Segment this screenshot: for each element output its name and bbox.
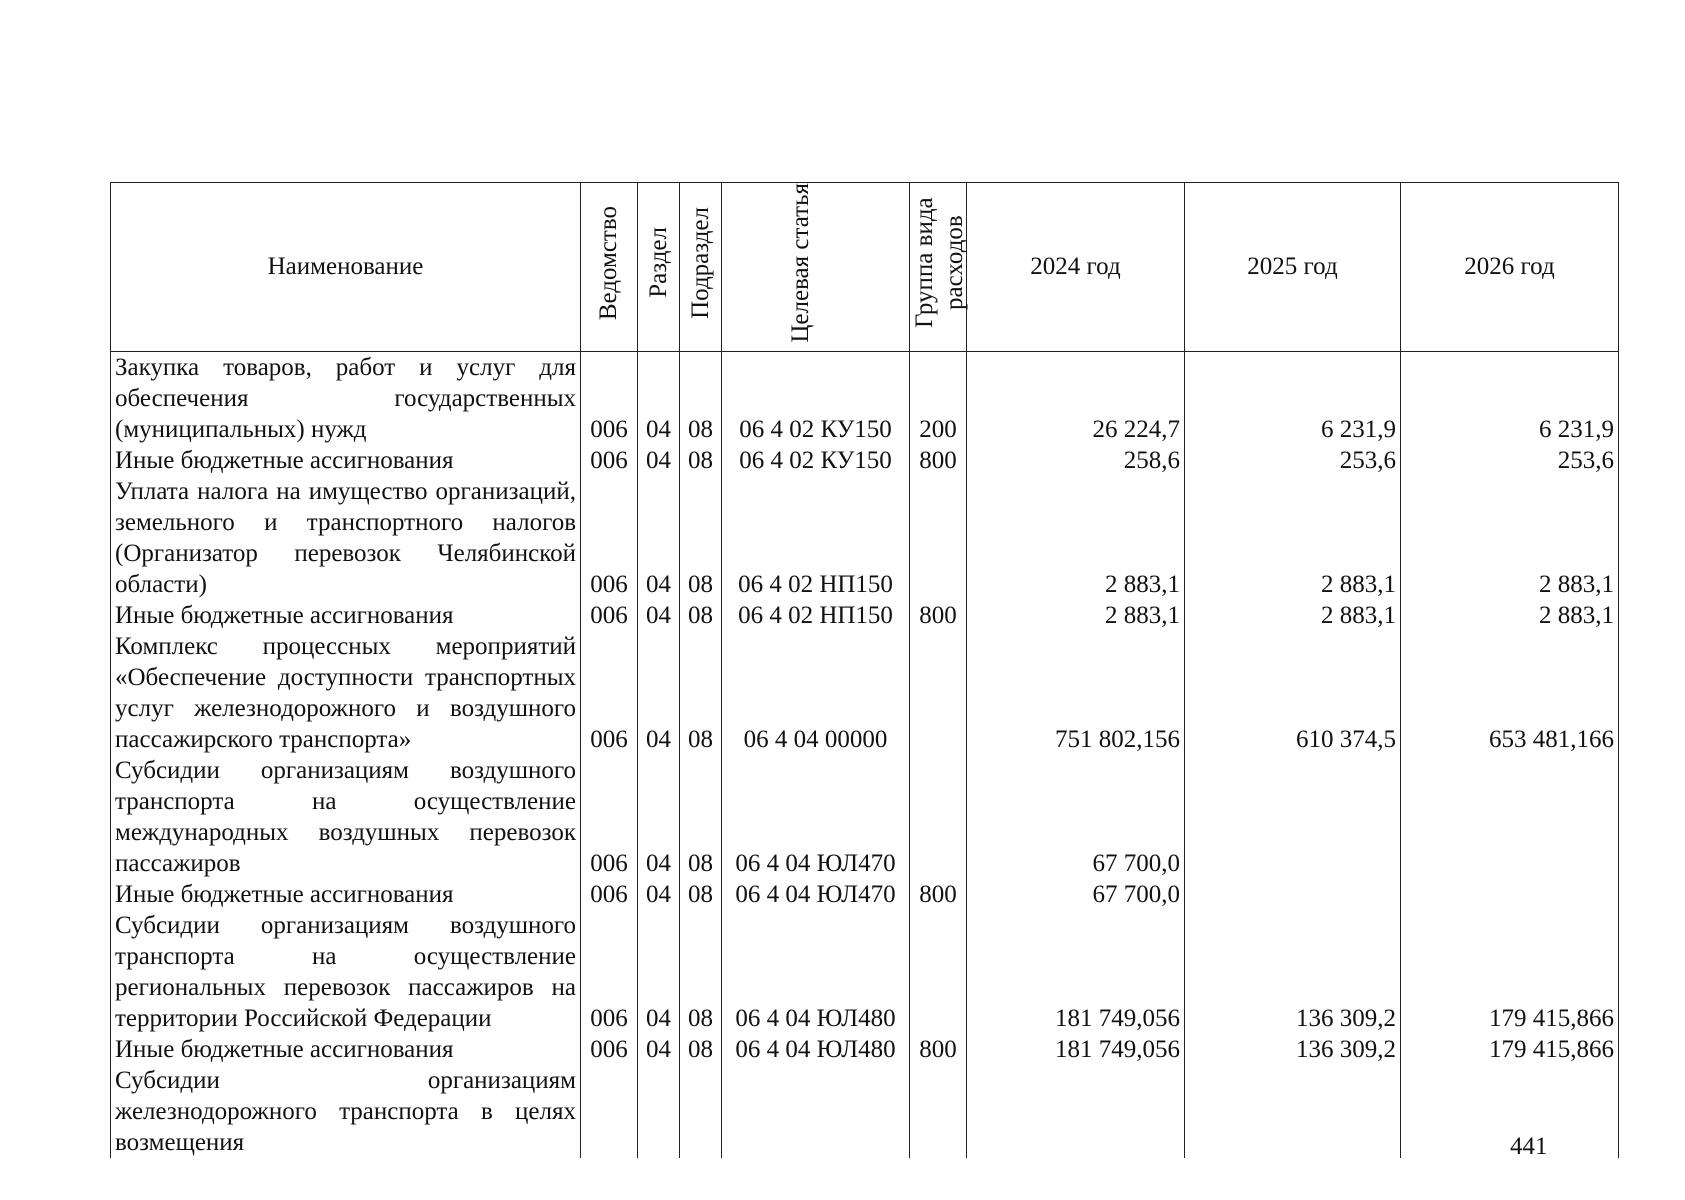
cell-value-2026: 179 415,866 xyxy=(1401,1034,1619,1065)
cell-value-2024: 751 802,156 xyxy=(967,631,1185,755)
cell-razdel: 04 xyxy=(638,755,680,879)
cell-value-2024: 26 224,7 xyxy=(967,351,1185,445)
cell-value-2024: 258,6 xyxy=(967,445,1185,476)
cell-name: Иные бюджетные ассигнования xyxy=(111,1034,581,1065)
cell-value-2025: 2 883,1 xyxy=(1185,476,1401,600)
cell-name: Иные бюджетные ассигнования xyxy=(111,600,581,631)
table-row xyxy=(111,476,1619,600)
page-number: 441 xyxy=(1510,1133,1548,1160)
cell-podrazdel: 08 xyxy=(680,755,722,879)
cell-podrazdel: 08 xyxy=(680,879,722,910)
cell-podrazdel: 08 xyxy=(680,1034,722,1065)
cell-value-2024: 67 700,0 xyxy=(967,879,1185,910)
cell-name: Иные бюджетные ассигнования xyxy=(111,879,581,910)
header-year-2024: 2024 год xyxy=(967,183,1185,352)
table-row xyxy=(111,879,1619,910)
cell-name: Субсидии организациям воздушного транспорта на осуществление международных воздушных перевозок пассажиров xyxy=(111,755,581,879)
cell-celevaya-statya: 06 4 04 ЮЛ480 xyxy=(722,910,910,1034)
cell-razdel xyxy=(638,1065,680,1158)
cell-value-2025 xyxy=(1185,1065,1401,1158)
cell-vedomstvo: 006 xyxy=(581,755,638,879)
cell-vedomstvo: 006 xyxy=(581,445,638,476)
cell-razdel: 04 xyxy=(638,910,680,1034)
table-row xyxy=(111,1034,1619,1065)
cell-value-2026: 2 883,1 xyxy=(1401,600,1619,631)
cell-value-2026: 2 883,1 xyxy=(1401,476,1619,600)
cell-podrazdel: 08 xyxy=(680,600,722,631)
cell-podrazdel: 08 xyxy=(680,476,722,600)
cell-value-2025: 136 309,2 xyxy=(1185,1034,1401,1065)
cell-vedomstvo: 006 xyxy=(581,1034,638,1065)
header-vedomstvo: Ведомство xyxy=(581,183,638,352)
cell-value-2024 xyxy=(967,1065,1185,1158)
cell-value-2026 xyxy=(1401,755,1619,879)
cell-value-2026 xyxy=(1401,879,1619,910)
cell-podrazdel xyxy=(680,1065,722,1158)
cell-value-2026: 6 231,9 xyxy=(1401,351,1619,445)
cell-podrazdel: 08 xyxy=(680,445,722,476)
header-celevaya-statya: Целевая статья xyxy=(722,183,910,352)
cell-gruppa-vida-rashodov xyxy=(910,631,967,755)
cell-value-2024: 181 749,056 xyxy=(967,1034,1185,1065)
cell-razdel: 04 xyxy=(638,600,680,631)
cell-gruppa-vida-rashodov: 800 xyxy=(910,1034,967,1065)
cell-value-2026: 179 415,866 xyxy=(1401,910,1619,1034)
cell-celevaya-statya xyxy=(722,1065,910,1158)
cell-celevaya-statya: 06 4 04 00000 xyxy=(722,631,910,755)
header-name: Наименование xyxy=(111,183,581,352)
cell-value-2025: 2 883,1 xyxy=(1185,600,1401,631)
cell-value-2024: 2 883,1 xyxy=(967,600,1185,631)
cell-value-2026: 253,6 xyxy=(1401,445,1619,476)
table-header-row xyxy=(111,183,1619,352)
cell-gruppa-vida-rashodov: 800 xyxy=(910,879,967,910)
cell-razdel: 04 xyxy=(638,476,680,600)
cell-vedomstvo: 006 xyxy=(581,910,638,1034)
cell-gruppa-vida-rashodov: 800 xyxy=(910,600,967,631)
table-row xyxy=(111,600,1619,631)
cell-celevaya-statya: 06 4 04 ЮЛ470 xyxy=(722,879,910,910)
cell-gruppa-vida-rashodov xyxy=(910,755,967,879)
cell-razdel: 04 xyxy=(638,1034,680,1065)
cell-razdel: 04 xyxy=(638,631,680,755)
cell-name: Комплекс процессных мероприятий «Обеспечение доступности транспортных услуг железнодорожного и воздушного пассажирского транспорта» xyxy=(111,631,581,755)
cell-celevaya-statya: 06 4 04 ЮЛ470 xyxy=(722,755,910,879)
cell-celevaya-statya: 06 4 02 НП150 xyxy=(722,476,910,600)
header-razdel: Раздел xyxy=(638,183,680,352)
cell-value-2025 xyxy=(1185,755,1401,879)
cell-razdel: 04 xyxy=(638,879,680,910)
header-year-2026: 2026 год xyxy=(1401,183,1619,352)
cell-name: Иные бюджетные ассигнования xyxy=(111,445,581,476)
table-row xyxy=(111,351,1619,445)
cell-celevaya-statya: 06 4 02 НП150 xyxy=(722,600,910,631)
cell-podrazdel: 08 xyxy=(680,351,722,445)
cell-gruppa-vida-rashodov xyxy=(910,476,967,600)
cell-value-2024: 2 883,1 xyxy=(967,476,1185,600)
cell-celevaya-statya: 06 4 02 КУ150 xyxy=(722,445,910,476)
cell-value-2025: 6 231,9 xyxy=(1185,351,1401,445)
cell-name: Субсидии организациям воздушного транспорта на осуществление региональных перевозок пассажиров на территории Российской Федерации xyxy=(111,910,581,1034)
cell-celevaya-statya: 06 4 04 ЮЛ480 xyxy=(722,1034,910,1065)
cell-gruppa-vida-rashodov xyxy=(910,1065,967,1158)
cell-vedomstvo: 006 xyxy=(581,600,638,631)
cell-name: Уплата налога на имущество организаций, земельного и транспортного налогов (Организатор перевозок Челябинской области) xyxy=(111,476,581,600)
cell-podrazdel: 08 xyxy=(680,910,722,1034)
cell-vedomstvo xyxy=(581,1065,638,1158)
header-gruppa-vida-rashodov: Группа вида расходов xyxy=(910,183,967,352)
cell-value-2025: 610 374,5 xyxy=(1185,631,1401,755)
cell-razdel: 04 xyxy=(638,445,680,476)
table-row xyxy=(111,1065,1619,1158)
cell-value-2025: 253,6 xyxy=(1185,445,1401,476)
cell-razdel: 04 xyxy=(638,351,680,445)
header-podrazdel: Подраздел xyxy=(680,183,722,352)
cell-value-2026: 653 481,166 xyxy=(1401,631,1619,755)
cell-vedomstvo: 006 xyxy=(581,879,638,910)
cell-gruppa-vida-rashodov xyxy=(910,910,967,1034)
cell-value-2024: 181 749,056 xyxy=(967,910,1185,1034)
table-row xyxy=(111,755,1619,879)
cell-gruppa-vida-rashodov: 200 xyxy=(910,351,967,445)
cell-podrazdel: 08 xyxy=(680,631,722,755)
table-row xyxy=(111,631,1619,755)
cell-vedomstvo: 006 xyxy=(581,631,638,755)
cell-value-2025: 136 309,2 xyxy=(1185,910,1401,1034)
cell-name: Субсидии организациям железнодорожного транспорта в целях возмещения xyxy=(111,1065,581,1158)
table-row xyxy=(111,445,1619,476)
cell-value-2024: 67 700,0 xyxy=(967,755,1185,879)
cell-value-2025 xyxy=(1185,879,1401,910)
cell-gruppa-vida-rashodov: 800 xyxy=(910,445,967,476)
header-year-2025: 2025 год xyxy=(1185,183,1401,352)
budget-table xyxy=(110,182,1619,1158)
cell-name: Закупка товаров, работ и услуг для обеспечения государственных (муниципальных) нужд xyxy=(111,351,581,445)
table-body xyxy=(111,351,1619,1158)
cell-vedomstvo: 006 xyxy=(581,476,638,600)
cell-celevaya-statya: 06 4 02 КУ150 xyxy=(722,351,910,445)
cell-vedomstvo: 006 xyxy=(581,351,638,445)
table-row xyxy=(111,910,1619,1034)
